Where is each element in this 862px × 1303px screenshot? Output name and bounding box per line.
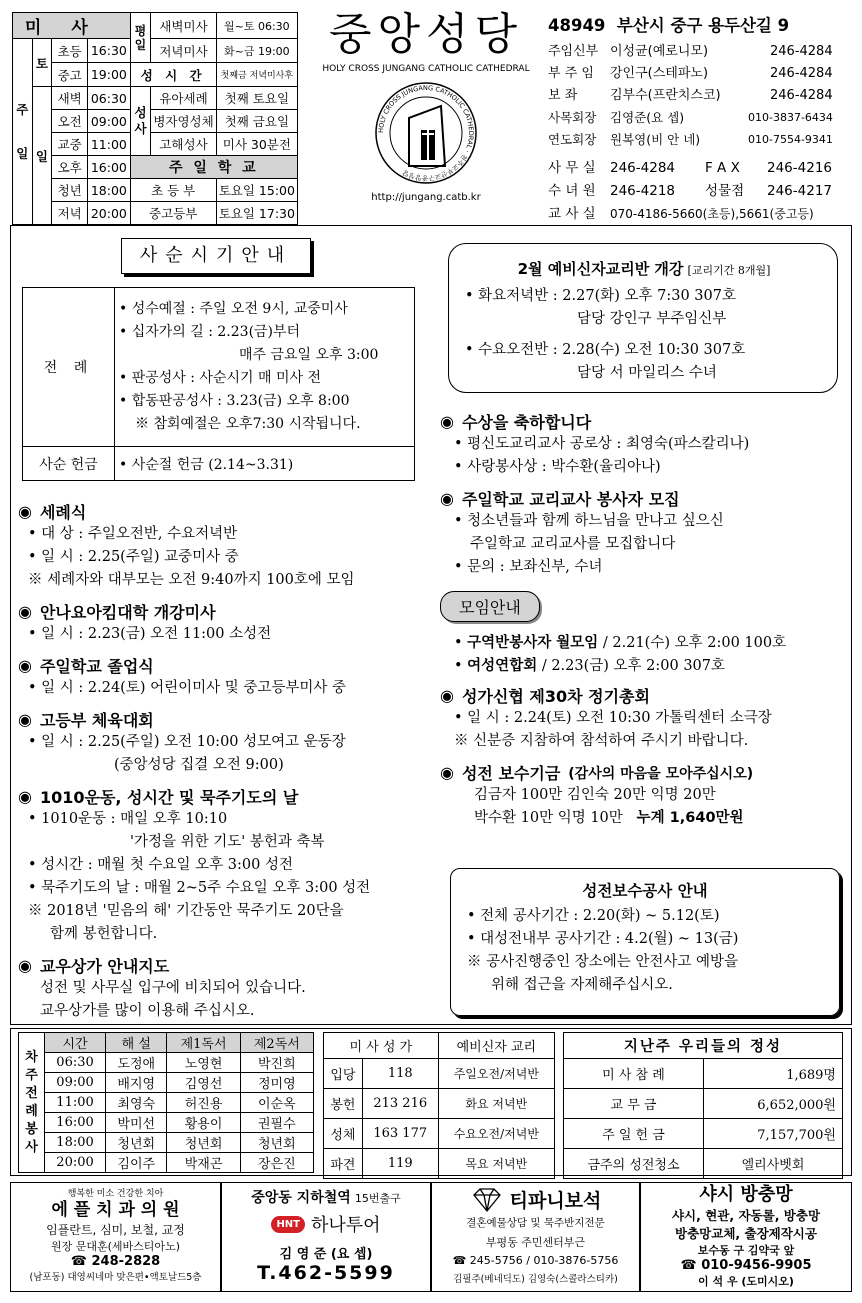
line: • 1010운동 : 매일 오후 10:10 xyxy=(28,811,228,827)
announcement-baptism xyxy=(18,500,428,592)
section-title: 성가신협 제30차 정기총회 xyxy=(461,687,650,706)
address: 부산시 중구 용두산길 9 xyxy=(616,16,790,35)
service-header: 제2독서 xyxy=(240,1033,313,1053)
meetings-title: 모임안내 xyxy=(440,591,540,622)
section-title: 수상을 축하합니다 xyxy=(461,413,592,432)
choir-header: 미 사 성 가 xyxy=(324,1033,439,1059)
service-cell: 청년회 xyxy=(106,1133,167,1153)
line: • 일 시 : 2.25(주일) 교중미사 중 xyxy=(28,549,239,565)
line: • 성시간 : 매월 첫 수요일 오후 3:00 성전 xyxy=(28,857,293,873)
ad-dental: 행복한 미소 건강한 치아 에 플 치 과 의 원 임플란트, 심미, 보철, 교정 원장 문대훈(세바스티아노) ☎ 248-2828 (남포동) 대영씨네마 맞은편•액토날드5층 xyxy=(10,1182,221,1292)
service-time: 16:00 xyxy=(45,1113,106,1133)
offering-value: 엘리사벳회 xyxy=(704,1149,843,1179)
mass-title: 미사 xyxy=(13,13,131,39)
service-cell: 황용이 xyxy=(167,1113,240,1133)
section-title: 주일학교 교리교사 봉사자 모집 xyxy=(461,490,680,509)
line: • 일 시 : 2.24(토) 어린이미사 및 중고등부미사 중 xyxy=(28,680,347,696)
sacrament-when: 미사 30분전 xyxy=(216,133,297,156)
choir-number: 163 177 xyxy=(362,1119,438,1149)
service-cell: 최영숙 xyxy=(106,1093,167,1113)
announcement-1010 xyxy=(18,785,428,946)
office-row: 교 사 실 070-4186-5660(초등),5661(중고등) xyxy=(548,206,814,222)
service-header: 시간 xyxy=(45,1033,106,1053)
line: • 묵주기도의 날 : 매월 2~5주 수요일 오후 3:00 성전 xyxy=(28,880,371,896)
choir-number: 118 xyxy=(362,1059,438,1089)
church-seal-icon xyxy=(371,78,481,188)
sun-row-time: 06:30 xyxy=(88,87,131,110)
staff-row: 부 주 임 강인구(스테파노) 246-4284 xyxy=(548,66,833,81)
contact-block xyxy=(548,12,850,226)
school-name: 중고등부 xyxy=(130,202,216,225)
postcode: 48949 xyxy=(548,16,606,35)
weekday-evening-time: 화~금 19:00 xyxy=(216,39,297,63)
sat-row-time: 16:30 xyxy=(88,39,131,63)
choir-header: 예비신자 교리 xyxy=(438,1033,554,1059)
church-url: http://jungang.catb.kr xyxy=(371,192,481,203)
offering-label: 미 사 참 례 xyxy=(564,1059,704,1089)
bullet-icon: ◉ xyxy=(440,763,454,782)
line: • 화요저녁반 : 2.27(화) 오후 7:30 307호 xyxy=(465,288,736,304)
line: • 대성전내부 공사기간 : 4.2(월) ~ 13(금) xyxy=(467,931,739,947)
service-cell: 박재곤 xyxy=(167,1153,240,1173)
bullet-icon: ◉ xyxy=(18,787,32,806)
mass-schedule-table xyxy=(12,12,298,225)
staff-row: 연도회장 원복영(비 안 네) 010-7554-9341 xyxy=(548,132,833,147)
announcement-shop-map xyxy=(18,954,428,1023)
sacrament-name: 병자영성체 xyxy=(151,110,216,133)
choir-number: 213 216 xyxy=(362,1089,438,1119)
line: ※ 세례자와 대부모는 오전 9:40까지 100호에 모임 xyxy=(28,572,355,588)
line: • 대 상 : 주일오전반, 수요저녁반 xyxy=(28,526,238,542)
service-cell: 장은진 xyxy=(240,1153,313,1173)
line: • 일 시 : 2.24(토) 오전 10:30 가톨릭센터 소극장 xyxy=(454,710,772,726)
staff-row: 주임신부 이성균(예로니모) 246-4284 xyxy=(548,44,833,59)
section-subtitle: (감사의 마음을 모아주십시오) xyxy=(568,765,754,782)
section-title: 고등부 체육대회 xyxy=(39,711,154,730)
sun-row-label: 오전 xyxy=(52,110,88,133)
choir-part: 성체 xyxy=(324,1119,363,1149)
offering-item: • 사순절 헌금 (2.14~3.31) xyxy=(115,447,415,481)
line: 담당 강인구 부주임신부 xyxy=(577,311,727,327)
sacrament-label: 성사 xyxy=(130,87,151,156)
offering-value: 1,689명 xyxy=(704,1059,843,1089)
service-cell: 박진희 xyxy=(240,1053,313,1073)
address-line xyxy=(548,12,850,36)
offering-label: 주 일 헌 금 xyxy=(564,1119,704,1149)
lent-title: 사순시기안내 xyxy=(121,238,311,274)
announcement-credit-union xyxy=(440,684,840,753)
class-cell: 주일오전/저녁반 xyxy=(438,1059,554,1089)
offering-label: 교 무 금 xyxy=(564,1089,704,1119)
service-time: 06:30 xyxy=(45,1053,106,1073)
bullet-icon: ◉ xyxy=(440,489,454,508)
line: • 문의 : 보좌신부, 수녀 xyxy=(454,559,603,575)
ad-travel: 중앙동 지하철역 15번출구 HNT 하나투어 김 영 준 (요 셉) T.462-5599 xyxy=(221,1182,431,1292)
line: '가정을 위한 기도' 봉헌과 축복 xyxy=(130,834,325,850)
construction-box xyxy=(450,868,840,1016)
sun-row-label: 저녁 xyxy=(52,202,88,225)
bullet-icon: ◉ xyxy=(440,686,454,705)
sunday-school-header: 주 일 학 교 xyxy=(130,156,297,179)
section-title: 성전 보수기금 xyxy=(461,764,561,783)
service-time: 20:00 xyxy=(45,1153,106,1173)
service-cell: 도정애 xyxy=(106,1053,167,1073)
service-cell: 김이주 xyxy=(106,1153,167,1173)
service-cell: 정미영 xyxy=(240,1073,313,1093)
bullet-icon: ◉ xyxy=(18,710,32,729)
bullet-icon: ◉ xyxy=(18,602,32,621)
service-cell: 배지영 xyxy=(106,1073,167,1093)
catechumen-note: [교리기간 8개월] xyxy=(687,264,771,277)
announcement-awards xyxy=(440,410,840,479)
service-header: 제1독서 xyxy=(167,1033,240,1053)
line: 김금자 100만 김인숙 20만 익명 20만 xyxy=(474,787,716,803)
line: ※ 공사진행중인 장소에는 안전사고 예방을 xyxy=(467,954,739,970)
service-table xyxy=(18,1032,314,1173)
announcement-sports xyxy=(18,708,428,777)
bullet-icon: ◉ xyxy=(18,502,32,521)
line: 담당 서 마일리스 수녀 xyxy=(577,365,717,381)
service-time: 18:00 xyxy=(45,1133,106,1153)
hnt-logo-icon: HNT xyxy=(271,1216,305,1233)
catechumen-box xyxy=(448,243,838,393)
weekday-dawn-label: 새벽미사 xyxy=(151,13,216,39)
offering-label: 사순 헌금 xyxy=(23,447,115,481)
bullet-icon: ◉ xyxy=(18,656,32,675)
announcement-graduation xyxy=(18,654,428,700)
catechumen-title: 2월 예비신자교리반 개강 xyxy=(517,260,684,278)
svg-text:HOLY CROSS JUNGANG CATHOLIC CA: HOLY CROSS JUNGANG CATHOLIC CATHEDRAL · 천주교부산교구중앙성당 xyxy=(376,83,476,183)
sat-row-label: 초등 xyxy=(52,39,88,63)
line: 박수환 10만 익명 10만 xyxy=(474,810,623,826)
line: • 일 시 : 2.23(금) 오전 11:00 소성전 xyxy=(28,626,272,642)
service-label: 차 주 전 례 봉 사 xyxy=(19,1033,45,1173)
class-cell: 화요 저녁반 xyxy=(438,1089,554,1119)
ad-jewelry: 티파니보석 결혼예물상담 및 묵주반지전문 부평동 주민센터부근 ☎ 245-5756 / 010-3876-5756 김필주(베네딕도) 김영숙(스콜라스티카) xyxy=(431,1182,640,1292)
holy-hour-value: 첫째금 저녁미사후 xyxy=(216,63,297,87)
line: ※ 2018년 '믿음의 해' 기간동안 묵주기도 20단을 xyxy=(28,903,344,919)
line: • 일 시 : 2.25(주일) 오전 10:00 성모여고 운동장 xyxy=(28,734,346,750)
staff-list xyxy=(548,41,850,151)
saturday-label: 토 xyxy=(32,39,52,87)
ad-sash: 샤시 방충망 샤시, 현관, 자동롤, 방충망 방충망교체, 출장제작시공 보수동 구 김약국 앞 ☎ 010-9456-9905 이 석 우 (도미시오) xyxy=(640,1182,852,1292)
service-cell: 허진용 xyxy=(167,1093,240,1113)
sun-row-label: 교중 xyxy=(52,133,88,156)
line: 위해 접근을 자제해주십시오. xyxy=(491,977,673,993)
holy-hour-label: 성 시 간 xyxy=(130,63,216,87)
sun-row-label: 청년 xyxy=(52,179,88,202)
section-title: 1010운동, 성시간 및 묵주기도의 날 xyxy=(39,788,299,807)
choir-part: 봉헌 xyxy=(324,1089,363,1119)
sat-row-label: 중고 xyxy=(52,63,88,87)
left-announcements xyxy=(18,500,428,1023)
section-title: 교우상가 안내지도 xyxy=(39,957,170,976)
service-cell: 청년회 xyxy=(167,1133,240,1153)
line: • 수요오전반 : 2.28(수) 오전 10:30 307호 xyxy=(465,342,746,358)
sacrament-name: 고해성사 xyxy=(151,133,216,156)
section-title: 안나요아킴대학 개강미사 xyxy=(39,603,216,622)
weekday-evening-label: 저녁미사 xyxy=(151,39,216,63)
weekday-dawn-time: 월~토 06:30 xyxy=(216,13,297,39)
line: • 평신도교리교사 공로상 : 최영숙(파스칼리나) xyxy=(454,436,750,452)
line: (중앙성당 집결 오전 9:00) xyxy=(114,757,284,773)
service-time: 09:00 xyxy=(45,1073,106,1093)
service-header: 해 설 xyxy=(106,1033,167,1053)
line: • 전체 공사기간 : 2.20(화) ~ 5.12(토) xyxy=(467,908,720,924)
church-subtitle: HOLY CROSS JUNGANG CATHOLIC CATHEDRAL xyxy=(322,64,530,74)
section-title: 세례식 xyxy=(39,503,87,522)
line: • 청소년들과 함께 하느님을 만나고 싶으신 xyxy=(454,513,724,529)
announcement-recruit xyxy=(440,487,840,579)
meeting-line: • 구역반봉사자 월모임 / 2.21(수) 오후 2:00 100호 xyxy=(454,635,787,651)
line: 성전 및 사무실 입구에 비치되어 있습니다. xyxy=(40,980,306,996)
class-cell: 수요오전/저녁반 xyxy=(438,1119,554,1149)
offering-label: 금주의 성전청소 xyxy=(564,1149,704,1179)
line: ※ 신분증 지참하여 참석하여 주시기 바랍니다. xyxy=(454,733,749,749)
service-cell: 노영현 xyxy=(167,1053,240,1073)
choir-part: 입당 xyxy=(324,1059,363,1089)
diamond-icon xyxy=(470,1187,504,1213)
liturgy-items: • 성수예절 : 주일 오전 9시, 교중미사 • 십자가의 길 : 2.23(금)부터 매주 금요일 오후 3:00 • 판공성사 : 사순시기 매 미사 전 • 합동판공성사 : 3.23(금) 오후 8:00 ※ 참회예절은 오후7:30 시작됩니다. xyxy=(115,288,415,447)
service-cell: 박미선 xyxy=(106,1113,167,1133)
office-row: 사 무 실 246-4284 F A X 246-4216 xyxy=(548,160,832,176)
sacrament-when: 첫째 금요일 xyxy=(216,110,297,133)
office-list xyxy=(548,157,850,226)
sun-row-time: 20:00 xyxy=(88,202,131,225)
right-announcements xyxy=(440,410,840,830)
offering-title: 지난주 우리들의 정성 xyxy=(564,1033,843,1059)
service-cell: 김영선 xyxy=(167,1073,240,1093)
line: 함께 봉헌합니다. xyxy=(50,926,158,942)
choir-table xyxy=(323,1032,555,1179)
service-cell: 이순옥 xyxy=(240,1093,313,1113)
weekday-label: 평일 xyxy=(130,13,151,63)
choir-number: 119 xyxy=(362,1149,438,1179)
liturgy-label: 전 례 xyxy=(23,288,115,447)
offering-value: 6,652,000원 xyxy=(704,1089,843,1119)
section-title: 주일학교 졸업식 xyxy=(39,657,154,676)
bullet-icon: ◉ xyxy=(18,956,32,975)
travel-logo: HNT 하나투어 xyxy=(222,1211,430,1237)
church-title: 중앙성당 xyxy=(328,9,523,60)
logo-block xyxy=(308,10,544,218)
sacrament-name: 유아세례 xyxy=(151,87,216,110)
sun-row-time: 16:00 xyxy=(88,156,131,179)
line: 주일학교 교리교사를 모집합니다 xyxy=(470,536,676,552)
offering-table xyxy=(563,1032,843,1179)
sunday-label: 주 일 xyxy=(13,39,33,225)
bullet-icon: ◉ xyxy=(440,412,454,431)
offering-value: 7,157,700원 xyxy=(704,1119,843,1149)
school-when: 토요일 15:00 xyxy=(216,179,297,202)
meeting-line: • 여성연합회 / 2.23(금) 오후 2:00 307호 xyxy=(454,658,726,674)
office-row: 수 녀 원 246-4218 성물점 246-4217 xyxy=(548,183,832,199)
construction-title: 성전보수공사 안내 xyxy=(582,882,708,900)
line: • 사랑봉사상 : 박수환(율리아나) xyxy=(454,459,661,475)
sun-row-time: 11:00 xyxy=(88,133,131,156)
sat-row-time: 19:00 xyxy=(88,63,131,87)
choir-part: 파견 xyxy=(324,1149,363,1179)
line: 교우상가를 많이 이용해 주십시오. xyxy=(40,1003,255,1019)
staff-row: 보 좌 김부수(프란치스코) 246-4284 xyxy=(548,88,833,103)
fund-total: 누계 1,640만원 xyxy=(636,810,744,826)
lent-table xyxy=(22,287,415,481)
sun-row-label: 새벽 xyxy=(52,87,88,110)
sacrament-when: 첫째 토요일 xyxy=(216,87,297,110)
sunday-day-label: 일 xyxy=(32,87,52,225)
staff-row: 사목회장 김영준(요 셉) 010-3837-6434 xyxy=(548,110,833,125)
school-when: 토요일 17:30 xyxy=(216,202,297,225)
class-cell: 목요 저녁반 xyxy=(438,1149,554,1179)
school-name: 초 등 부 xyxy=(130,179,216,202)
service-time: 11:00 xyxy=(45,1093,106,1113)
announcement-repair-fund xyxy=(440,761,840,830)
sun-row-label: 오후 xyxy=(52,156,88,179)
sun-row-time: 18:00 xyxy=(88,179,131,202)
service-cell: 권필수 xyxy=(240,1113,313,1133)
service-cell: 청년회 xyxy=(240,1133,313,1153)
sun-row-time: 09:00 xyxy=(88,110,131,133)
announcement-university xyxy=(18,600,428,646)
